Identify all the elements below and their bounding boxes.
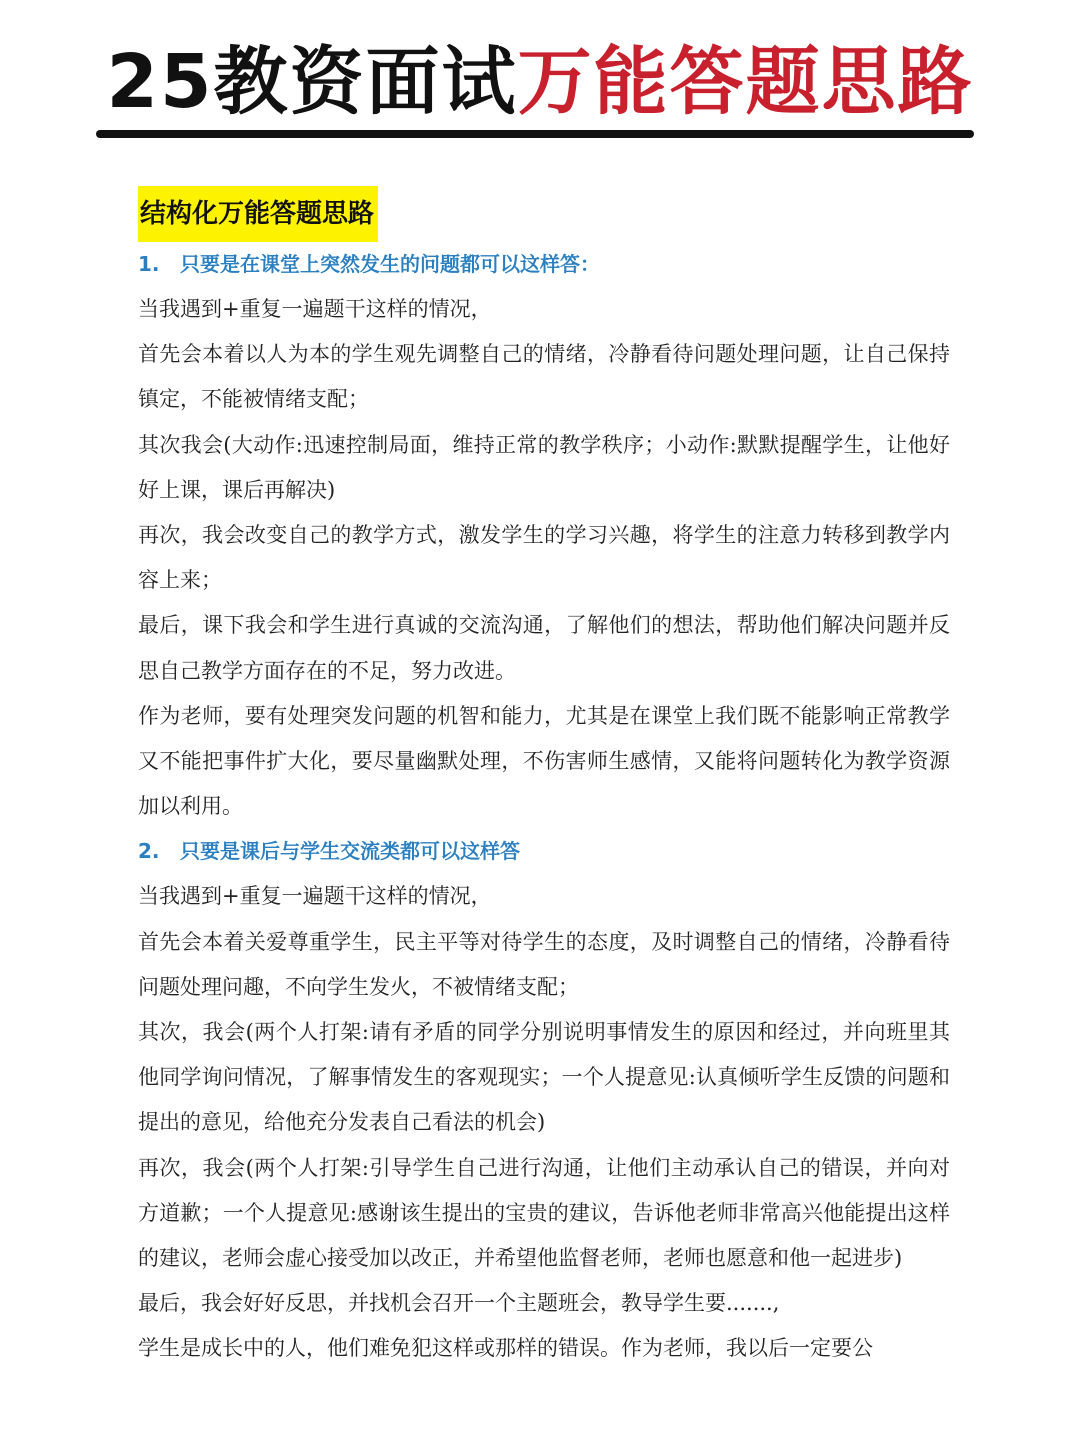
paragraph: 其次我会(大动作:迅速控制局面，维持正常的教学秩序；小动作:默默提醒学生，让他好好上课，课后再解决) [138,432,950,502]
paragraph: 最后，我会好好反思，并找机会召开一个主题班会，教导学生要......., [138,1291,780,1316]
title-part-red: 万能答题思路 [517,39,974,125]
title-underline [96,130,974,138]
question-number-1: 1. [138,252,160,276]
paragraph: 当我遇到+重复一遍题干这样的情况， [138,884,492,909]
paragraph: 首先会本着关爱尊重学生，民主平等对待学生的态度，及时调整自己的情绪，冷静看待问题处理问趣，不向学生发火，不被情绪支配； [138,929,950,999]
paragraph: 再次，我会改变自己的教学方式，激发学生的学习兴趣，将学生的注意力转移到教学内容上来； [138,523,950,593]
paragraph: 当我遇到+重复一遍题干这样的情况， [138,297,492,321]
question-title-2: 只要是课后与学生交流类都可以这样答 [180,839,520,864]
paragraph: 作为老师，要有处理突发问题的机智和能力，尤其是在课堂上我们既不能影响正常教学又不能把事件扩大化，要尽量幽默处理，不伤害师生感情，又能将问题转化为教学资源加以利用。 [138,703,950,819]
title-part-black: 25教资面试 [106,39,518,125]
paragraph: 再次，我会(两个人打架:引导学生自己进行沟通，让他们主动承认自己的错误，并向对方道歉；一个人提意见:感谢该生提出的宝贵的建议，告诉他老师非常高兴他能提出这样的建议，老师会虚心接受加以改正，并希望他监督老师，老师也愿意和他一起进步) [138,1155,950,1271]
paragraph: 其次，我会(两个人打架:请有矛盾的同学分别说明事情发生的原因和经过，并向班里其他同学询问情况，了解事情发生的客观现实；一个人提意见:认真倾听学生反馈的问题和提出的意见，给他充分发表自己看法的机会) [138,1020,950,1135]
section-heading: 结构化万能答题思路 [138,186,378,242]
page-title [0,34,1080,130]
question-number-2: 2. [138,839,160,864]
paragraph: 首先会本着以人为本的学生观先调整自己的情绪，冷静看待问题处理问题，让自己保持镇定，不能被情绪支配； [138,342,950,412]
article-body [138,186,950,1372]
question-heading-1 [138,242,950,287]
question-title-1: 只要是在课堂上突然发生的问题都可以这样答： [180,252,600,276]
paragraph: 最后，课下我会和学生进行真诚的交流沟通，了解他们的想法，帮助他们解决问题并反思自己教学方面存在的不足，努力改进。 [138,613,950,683]
question-heading-2 [138,829,950,874]
paragraph: 学生是成长中的人，他们难免犯这样或那样的错误。作为老师，我以后一定要公 [138,1336,873,1361]
